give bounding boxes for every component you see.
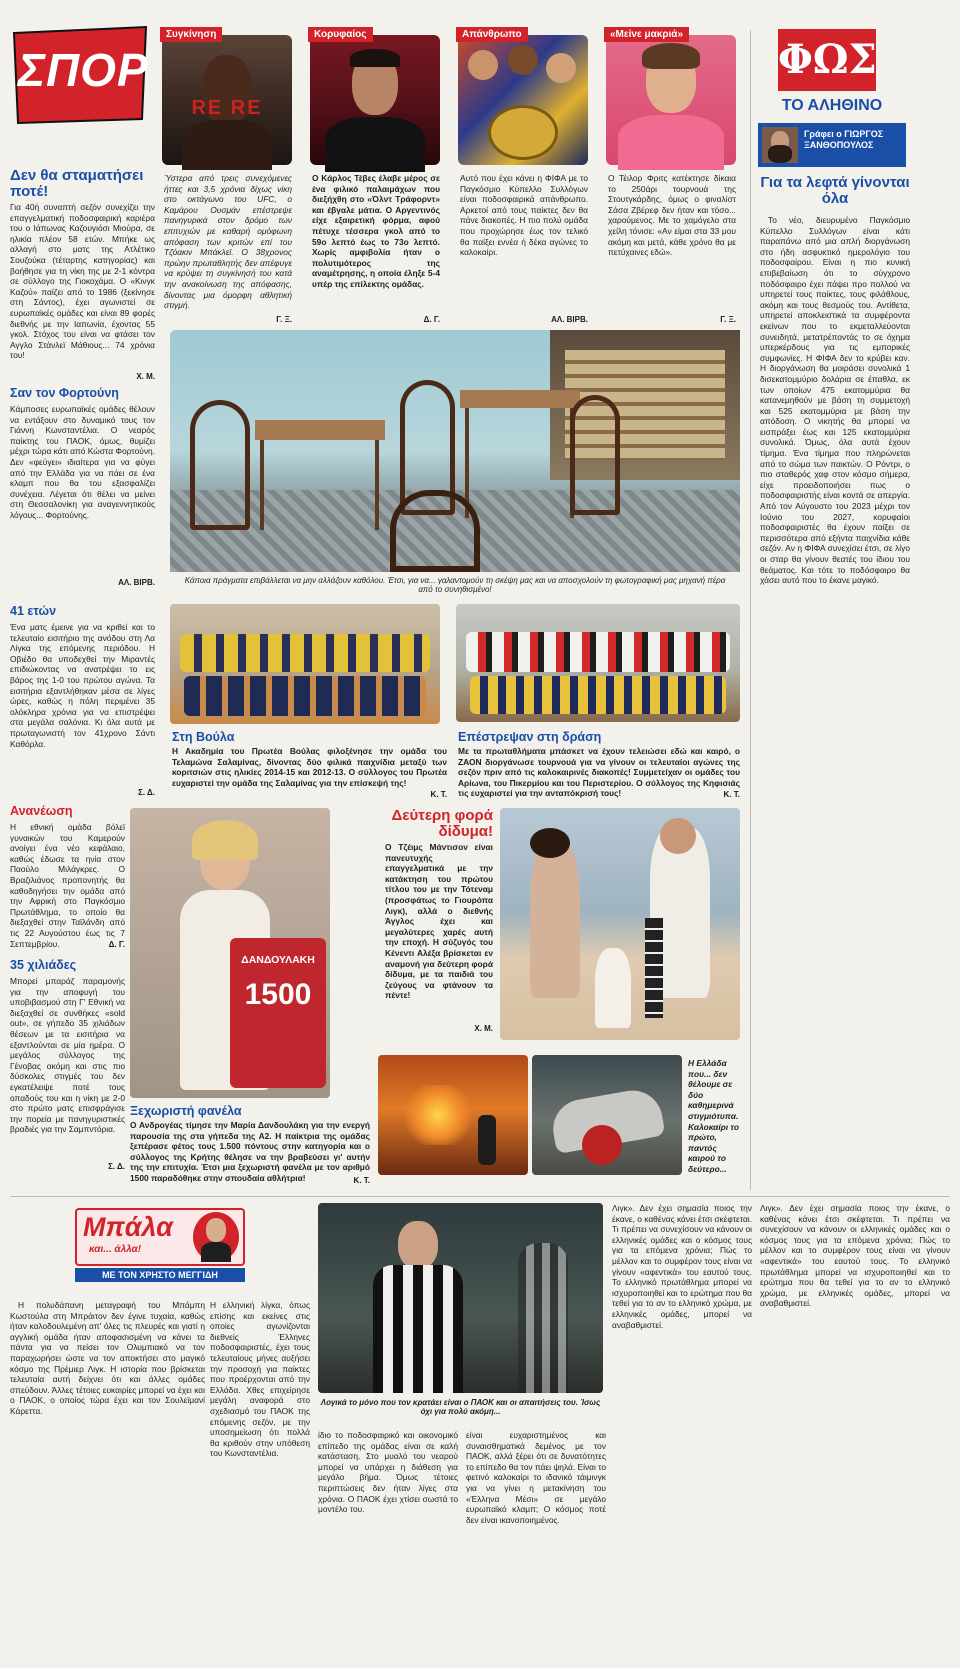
item-title: Σαν τον Φορτούνη: [10, 386, 119, 400]
photo-fire: [378, 1055, 528, 1175]
family-text: Ο Τζέιμς Μάντισον είναι πανευτυχής επαγγελματικά με την κατάκτηση του πρώτου τίτλου του με την Τότεναμ (προσφάτως το Γιουρόπα Λιγκ), αλλά ο διεθνής Άγγλος έχει και μεγαλύτερες χαρές αυτή την εποχή. Η σύζυγός του Κένεντι Αλέξα βρίσκεται εν αναμονή για δεύτερη φορά δίδυμα, με τα παιδιά του ζεύγους να φτάνουν τα πέντε!: [385, 842, 493, 1001]
item-text: Η εθνική ομάδα βόλεϊ γυναικών του Καμερούν ανοίγει ένα νέο κεφάλαιο, καθώς έδωσε τα ηνία στον Παούλο Μιλάγκρες. Ο Βραζιλιάνος προπονητής θα καθοδηγήσει την ομάδα από την Αφρική στο Παγκόσμιο Πρωτάθλημα, το οποίο θα διεξαχθεί στην Ταϊλάνδη από τις 22 Αυγούστου έως τις 7 Σεπτεμβρίου.: [10, 822, 125, 949]
top-item-text: Ο Τέιλορ Φριτς κατέκτησε δίκαια το 250άρι τουρνουά της Στουτγκάρδης, όμως ο φιναλίστ Σάσα Ζβέρεφ δεν ήταν και τόσο... χαρούμενος. Με το χαμόγελο στα χείλη τόνισε: «Αν είμαι στα 33 μου ακόμη και μετά, κάθε χρόνο θα με πετύχαινες εδώ».: [608, 173, 736, 258]
author-label: Γράφει ο ΓΙΩΡΓΟΣ ΞΑΝΘΟΠΟΥΛΟΣ: [804, 129, 884, 150]
mpala-col-2: Η ελληνική λίγκα, όπως επίσης και εκείνες στις οποίες αγωνίζονται διεθνείς Έλληνες ποδοσφαιριστές, έχει τους τελευταίους μήνες αυξήσει την προσοχή για παίκτες που προέρχονται από την Ελλάδα. Χθες επιχείρησε μεγάλη αναφορά στο σχεδιασμό του ΠΑΟΚ της επόμενης σεζόν, με την υποσημείωση ότι πολλά θα κριθούν στην υπόθεση του Κωνσταντέλια.: [210, 1300, 310, 1459]
avatar: [193, 1212, 239, 1262]
author-box: [758, 123, 906, 167]
fos-logo-box: [778, 29, 876, 91]
signature: Δ. Γ.: [108, 940, 125, 949]
signature: Σ. Δ.: [138, 788, 155, 797]
photo-cafe: [170, 330, 740, 572]
mpala-col-4: είναι ευχαριστημένος και συναισθηματικά δεμένος με τον ΠΑΟΚ, αλλά ξέρει ότι σε δυνατότητες το επίπεδο θα τον πάει ψηλά. Είναι το φετινό καλοκαίρι το ιδανικό τάιμινγκ για να γίνει η μετακίνηση του «Έλληνα Μέσι» σε μεγάλο ευρωπαϊκό κλαμπ; Ο κόσμος ποτέ δεν είναι ικανοποιημένος.: [466, 1430, 607, 1525]
photo-basketball-team: [456, 604, 740, 722]
mpala-col-1: Η πολυδάπανη μεταγραφή του Μπάμπη Κωστούλα στη Μπράιτον δεν έγινε τυχαία, καθώς ήταν καλοδουλεμένη απ' όλες τις πλευρές και γιατί η αγγλική ομάδα ήταν αποφασισμένη να κάνει τα πάντα για να πείσει τον Ολυμπιακό να τον παραχωρήσει ώστε να τον αποκτήσει στο μαγικό κόσμο της Πρέμιερ Λιγκ. Η ιστορία που βρίσκεται τελευταία αυτή δείχνει ότι και άλλες ομάδες σπεύδουν. Άλλες τέτοιες ευκαιρίες μπορεί να έχει και ο ΠΑΟΚ, ο οποίος τώρα έχει και τον Σουλεϊμανί Κάρεττα.: [10, 1300, 205, 1416]
tag-label: Απάνθρωπο: [456, 27, 528, 42]
top-item-text: Ο Κάρλος Τέβες έλαβε μέρος σε ένα φιλικό παλαιμάχων που διεξήχθη στο «Όλντ Τράφορντ» και έβγαλε μάτια. Ο Αργεντινός είχε εξαιρετική φόρμα, αφού πέτυχε τέσσερα γκολ από το 59ο λεπτό έως το 73ο λεπτό. Χωρίς αμφιβολία ήταν ο πολυτιμότερος της αναμέτρησης, η οποία έληξε 5-4 υπέρ της επίλεκτης ομάδας.: [312, 173, 440, 289]
cafe-caption: Κάποια πράγματα επιβάλλεται να μην αλλάζουν καθόλου. Έτσι, για να... γαλαντομούν τη σκέψη μας και να αποσχολούν τη φωτογραφική μας μηχανή πέρα από το συνηθισμένο!: [184, 576, 726, 594]
tag-label: Συγκίνηση: [160, 27, 222, 42]
family-title: Δεύτερη φορά δίδυμα!: [391, 807, 493, 840]
jersey-text: Ο Ανδρογέας τίμησε την Μαρία Δανδουλάκη για την ενεργή παρουσία της στα γήπεδα της Α2. Η παίκτρια της ομάδας ξεπέρασε φέτος τους 1.500 πόντους στην κατηγορία και ο σύλλογος της Κρήτης θέλησε να την βραβεύσει γι' αυτήν της την επιτυχία. Έτσι μια ξεχωριστή φανέλα με τον αριθμό 1500 παραδόθηκε στην σπουδαία αθλήτρια!: [130, 1120, 370, 1183]
signature: Χ. Μ.: [474, 1024, 493, 1033]
item-title: Δεν θα σταματήσει ποτέ!: [10, 167, 144, 200]
item-title: 35 χιλιάδες: [10, 958, 77, 972]
jersey-number: 1500: [244, 978, 312, 1011]
signature: Γ. Ξ.: [720, 315, 736, 324]
signature: Γ. Ξ.: [276, 315, 292, 324]
item-title: 41 ετών: [10, 604, 57, 618]
signature: ΑΛ. ΒΙΡΒ.: [118, 578, 155, 587]
top-item-3: [456, 25, 596, 325]
photo-family-beach: [500, 808, 740, 1040]
fos-column: [752, 25, 952, 1205]
item-text: Κάμποσες ευρωπαϊκές ομάδες θέλουν να εντάξουν στο δυναμικό τους τον Γιάννη Κωνσταντέλια. Ο νεαρός παίκτης του ΠΑΟΚ, όμως, θυμίζει μέχρι τώρα κάτι από Κώστα Φορτούνη. Δεν «φεύγει» ιδιαίτερα για να φύγει από την Ελλάδα για να πάει σε ένα κλαμπ που θα του εξασφαλίζει συνέχεια. Λέγεται ότι θέλει να μείνει στη Θεσσαλονίκη για αναγεννητικούς λόγους... Φορτούνης.: [10, 404, 155, 520]
mpala-byline: ΜΕ ΤΟΝ ΧΡΗΣΤΟ ΜΕΓΓΙΔΗ: [75, 1268, 245, 1282]
masthead-title: ΣΠΟΡ: [18, 44, 149, 96]
signature: Κ. Τ.: [430, 790, 447, 799]
jersey-name: ΔΑΝΔΟΥΛΑΚΗ: [241, 954, 315, 966]
fos-body: Το νέο, διευρυμένο Παγκόσμιο Κύπελλο Συλλόγων είναι κάτι παραπάνω από μια απλή διοργάνωση στο ήδη ασφυκτικό ημερολόγιο του ποδοσφαίρου. Είναι η πιο κυνική επιβεβαίωση ότι το σύγχρονο ποδόσφαιρο έχει πάψει προ πολλού να υπηρετεί τους παίκτες, τους φιλάθλους, ακόμη και τους θεσμούς του. Αντίθετα, υπηρετεί αποκλειστικά τα συμφέροντα εκείνων που το εκμεταλλεύονται συνειδητά, μετατρέποντάς το σε όχημα υπερκέρδους για τις εμπορικές συμφωνίες. Η ΦΙΦΑ δεν το κρύβει καν. Η διοργάνωση θα μοιράσει συνολικά 1 δισεκατομμύριο δολάρια σε έπαθλα, εκ των οποίων 475 εκατομμύρια θα κατανεμηθούν με βάση τη συμμετοχή και 525 εκατομμύρια με βάση την απόδοση. Ο νικητής θα μπορεί να εισπράξει έως και 125 εκατομμύρια συνολικά. Όμως, όλα αυτά έχουν τίμημα. Ένα τίμημα που πληρώνεται από το σώμα των παικτών. Ο Ρόντρι, ο πιο σταθερός χαφ στον κόσμο σήμερα, είχε προειδοποιήσει πως ο ποδοσφαιριστής είναι κοντά σε απεργία. Από τον Αύγουστο του 2023 μέχρι τον Ιούνιο του 2027, κορυφαίοι ποδοσφαιριστές θα έχουν παίξει σε περισσότερα από εξήντα παιχνίδια κάθε σεζόν. Αν η ΦΙΦΑ συνεχίσει έτσι, σε λίγο οι σταρ θα γίνουν θεατές του ίδιου του θεάματος. Και τότε το ποδόσφαιρο θα χάσει αυτό που το έκανε μαγικό.: [760, 215, 910, 586]
item-text: Ένα ματς έμεινε για να κριθεί και το τελευταίο εισιτήριο της ανόδου στη Λα Λίγκα της επόμενης περιόδου. Η Οβιέδο θα υποδεχθεί την Μιραντές επιδιώκοντας να ανατρέψει το εις βάρος της 1-0 του πρώτου αγώνα. Τα εισιτήρια εξαντλήθηκαν μέσα σε λίγες ώρες, καθώς η πόλη περιμένει 35 ολόκληρα χρόνια για να επιστρέψει στα μεγάλα σαλόνια. Κι όλα αυτά με πρωταγωνιστή τον 41χρονο Σάντι Καθόρλα.: [10, 622, 155, 749]
signature: ΑΛ. ΒΙΡΒ.: [551, 315, 588, 324]
fire-caption: Η Ελλάδα που... δεν θέλουμε σε δύο καθημερινά στιγμιότυπα. Καλοκαίρι το πρώτο, παντός καιρού το δεύτερο...: [688, 1058, 739, 1174]
fos-headline: Για τα λεφτά γίνονται όλα: [760, 174, 910, 207]
photo-tennis-player: [606, 35, 736, 165]
mpala-col-6: Λιγκ». Δεν έχει σημασία ποιος την έκανε, ο καθένας κάνει έτσι σκέφτεται. Τι πρέπει να συνεχίσουν να κάνουν οι ελληνικές ομάδες και ο κόσμος τους για τα επόμενα χρόνια; Πώς το μέλλον και το συμφέρον τους είναι να γίνουν «αφεντικά» του εαυτού τους. Το ελληνικό πρωτάθλημα μπορεί να ισχυροποιηθεί και το ερώτημα που θα τεθεί για το αν το ελληνικό χρώμα, με ελληνικές ομάδες, μπορεί να αναβαθμιστεί.: [760, 1203, 950, 1309]
return-text: Με τα πρωταθλήματα μπάσκετ να έχουν τελειώσει εδώ και καιρό, ο ΖΑΟΝ διοργάνωσε τουρνουά για να γίνουν οι τελευταίοι αγώνες της σεζόν πριν από τις καλοκαιρινές διακοπές! Συμμετείχαν οι ομάδες του Αρίωνα, του Πικερμίου και του Περιστερίου. Ο σύλλογος της Κηφισιάς τις ευχαριστεί για την ανταπόκρισή τους!: [458, 746, 740, 799]
top-item-4: [604, 25, 744, 325]
jersey-title: Ξεχωριστή φανέλα: [130, 1104, 242, 1118]
signature: Κ. Τ.: [353, 1176, 370, 1185]
masthead: [10, 25, 150, 125]
photo-tevez: [310, 35, 440, 165]
item-text: Μπορεί μπαράζ παραμονής για την αποφυγή του υποβιβασμού στη Γ' Εθνική να διεξαχθεί σε συνθήκες «sold out», σε γήπεδο 35 χιλιάδων θέσεων με τα εισιτήρια να εξαντλούνται σε μία ημέρα. Ο μεγάλος σύλλογος της Γένοβας ακόμη και στις πιο δύσκολες στιγμές του δεν εγκατέλειψε ποτέ τους οπαδούς του και η νίκη με 2-0 στο πρώτο ματς επισφράγισε την πορεία με πανηγυριστικές βραδιές για την Σαμπντόρια.: [10, 976, 125, 1135]
avatar: [762, 127, 798, 163]
tag-label: «Μείνε μακριά»: [604, 27, 689, 42]
photo-voula-team: [170, 604, 440, 724]
voula-title: Στη Βούλα: [172, 730, 235, 744]
signature: Κ. Τ.: [723, 790, 740, 799]
item-title: Ανανέωση: [10, 804, 73, 818]
voula-text: Η Ακαδημία του Πρωτέα Βούλας φιλοξένησε την ομάδα του Τελαμώνα Σαλαμίνας, δίνοντας δύο φιλικά παιχνίδια μεταξύ των κοριτσιών στις ηλικίες 2014-15 και 2012-13. Ο σύλλογος του Πρωτέα ευχαριστεί την ομάδα της Σαλαμίνας για την επίσκεψή της!: [172, 746, 447, 788]
photo-car-wreck: [532, 1055, 682, 1175]
signature: Χ. Μ.: [136, 372, 155, 381]
top-item-1: [160, 25, 300, 325]
item-text: Για 40ή συναπτή σεζόν συνεχίζει την επαγγελματική ποδοσφαιρική καριέρα του ο Ιάπωνας Καζουγιόσι Μιούρα, σε ηλικία πλέον 58 ετών. Μπήκε ως αλλαγή στο ματς της Ατλέτικο Σουζούκα (τέταρτης κατηγορίας) και βοήθησε για τη νίκη της με 2-1 κόντρα σε σύλλογο της Γιοκοχάμα. Ο «Κινγκ Καζού» παίζει από το 1986 (ξεκίνησε στη Σάντος), έχει αγωνιστεί σε ευρωπαϊκές ομάδες και είναι 89 φορές διεθνής με την Ιαπωνία, έχοντας 55 γκολ. Στόχος του είναι να φτάσει τον Αγγλο Στάνλεϊ Μάθιους... 74 χρόνια του!: [10, 202, 155, 361]
mpala-logo-sub: και... άλλα!: [89, 1244, 142, 1255]
fos-logo: ΦΩΣ: [778, 36, 877, 83]
photo-jersey-player: [130, 808, 330, 1098]
top-item-text: Αυτό που έχει κάνει η ΦΙΦΑ με το Παγκόσμιο Κύπελλο Συλλόγων είναι ποδοσφαιρικά απάνθρωπο. Αρκετοί από τους παίκτες δεν θα πάνε διακοπές. Η πιο πολύ ομάδα που προχώρησε έως τον τελικό θα παίξει εννέα ή δέκα αγώνες το καλοκαίρι.: [460, 173, 588, 258]
photo-paok-player: [318, 1203, 603, 1393]
mpala-header: [75, 1208, 245, 1282]
mpala-col-3: ίδιο το ποδοσφαιρικό και οικονομικό επίπεδο της ομάδας είναι σε καλή κατάσταση. Στο μυαλό του νεαρού μπορεί να υπάρχει η διάθεση για μεγάλο βήμα. Όμως τέτοιες περιπτώσεις δεν ήταν λίγες στα χρόνια. Ο ΠΑΟΚ έχει χτίσει σωστά το μοντέλο του.: [318, 1430, 458, 1515]
mpala-col-5: Λιγκ». Δεν έχει σημασία ποιος την έκανε, ο καθένας κάνει έτσι σκέφτεται. Τι πρέπει να συνεχίσουν να κάνουν οι ελληνικές ομάδες και ο κόσμος τους για τα επόμενα χρόνια; Πώς το μέλλον και το συμφέρον τους είναι να γίνουν «αφεντικά» του εαυτού τους. Το ελληνικό πρωτάθλημα μπορεί να ισχυροποιηθεί και το ερώτημα που θα τεθεί για το αν το ελληνικό χρώμα, με ελληνικές ομάδες, μπορεί να αναβαθμιστεί.: [612, 1203, 752, 1330]
fos-sub: ΤΟ ΑΛΗΘΙΝΟ: [781, 97, 883, 114]
signature: Σ. Δ.: [108, 1162, 125, 1171]
top-item-text: Ύστερα από τρεις συνεχόμενες ήττες και 3,5 χρόνια δίχως νίκη στο οκτάγωνο του UFC, ο Καμάρου Ουσμάν επέστρεψε πανηγυρικά στον δρόμο των επιτυχιών με καθαρή ομόφωνη απόφαση των κριτών επί του Τζόακιν Μπάκλεϊ. Ο 38χρονος πρώην πρωταθλητής δεν απέφυγε να κρύψει τη συγκίνησή του κατά την ανακοίνωση της απόφασης, δίνοντας μια όμορφη αθλητική στιγμή.: [164, 173, 292, 311]
signature: Δ. Γ.: [423, 315, 440, 324]
player-caption: Λογικά το μόνο που τον κρατάει είναι ο ΠΑΟΚ και οι απαιτήσεις του. Ίσως όχι για πολύ ακόμη...: [320, 1398, 601, 1416]
photo-fighter: RE RE: [162, 35, 292, 165]
tag-label: Κορυφαίος: [308, 27, 373, 42]
return-title: Επέστρεψαν στη δράση: [458, 730, 602, 744]
top-item-2: [308, 25, 448, 325]
mpala-logo: Μπάλα: [83, 1212, 173, 1242]
photo-club-world-cup: [458, 35, 588, 165]
